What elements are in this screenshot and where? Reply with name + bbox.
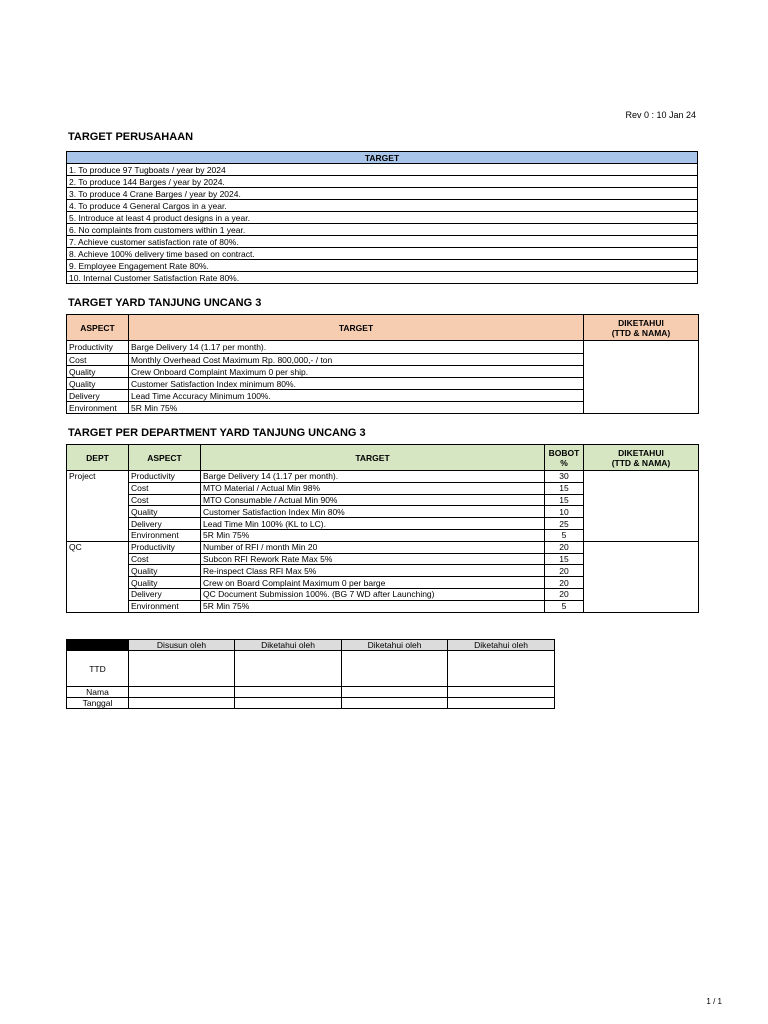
company-target-item: 2. To produce 144 Barges / year by 2024.: [67, 176, 698, 188]
dept-aspect-cell: Delivery: [129, 588, 201, 600]
dept-target-cell: Barge Delivery 14 (1.17 per month).: [201, 471, 545, 483]
yard-signature-cell[interactable]: [584, 341, 699, 414]
department-target-table: [66, 444, 699, 613]
signature-col-acknowledged-1: Diketahui oleh: [235, 640, 342, 651]
signature-table: [66, 639, 555, 709]
company-target-row: [67, 272, 698, 284]
company-target-row: [67, 176, 698, 188]
company-target-row: [67, 236, 698, 248]
yard-aspect-cell: Quality: [67, 378, 129, 390]
company-target-row: [67, 260, 698, 272]
company-target-row: [67, 200, 698, 212]
dept-diketahui-sub-label: (TTD & NAMA): [611, 457, 671, 468]
dept-target-cell: Subcon RFI Rework Rate Max 5%: [201, 553, 545, 565]
yard-aspect-cell: Cost: [67, 354, 129, 366]
page-number: 1 / 1: [706, 997, 722, 1006]
section-title-yard-target: TARGET YARD TANJUNG UNCANG 3: [68, 297, 262, 309]
dept-aspect-cell: Quality: [129, 565, 201, 577]
signature-col-acknowledged-2: Diketahui oleh: [342, 640, 448, 651]
dept-bobot-cell: 5: [545, 529, 584, 541]
dept-bobot-cell: 15: [545, 482, 584, 494]
company-target-item: 4. To produce 4 General Cargos in a year.: [67, 200, 698, 212]
company-target-table: [66, 151, 698, 284]
signature-col-prepared: Disusun oleh: [129, 640, 235, 651]
dept-bobot-cell: 20: [545, 577, 584, 589]
company-target-row: [67, 224, 698, 236]
yard-aspect-cell: Delivery: [67, 390, 129, 402]
dept-bobot-cell: 10: [545, 506, 584, 518]
dept-target-header: TARGET: [201, 445, 545, 471]
dept-aspect-cell: Cost: [129, 494, 201, 506]
yard-diketahui-header: [584, 315, 699, 341]
dept-aspect-cell: Cost: [129, 482, 201, 494]
signature-field[interactable]: [235, 651, 342, 687]
yard-target-cell: Barge Delivery 14 (1.17 per month).: [129, 341, 584, 354]
yard-target-row: [67, 341, 699, 354]
dept-bobot-header: [545, 445, 584, 471]
dept-bobot-cell: 15: [545, 553, 584, 565]
dept-diketahui-header: [584, 445, 699, 471]
signature-field[interactable]: [129, 651, 235, 687]
dept-target-cell: Number of RFI / month Min 20: [201, 541, 545, 553]
yard-target-cell: Customer Satisfaction Index minimum 80%.: [129, 378, 584, 390]
dept-target-cell: 5R Min 75%: [201, 600, 545, 612]
yard-target-cell: Crew Onboard Complaint Maximum 0 per ship.: [129, 366, 584, 378]
yard-target-cell: 5R Min 75%: [129, 402, 584, 414]
dept-target-cell: 5R Min 75%: [201, 529, 545, 541]
dept-bobot-cell: 15: [545, 494, 584, 506]
company-target-row: [67, 248, 698, 260]
company-target-row: [67, 164, 698, 176]
signature-corner-cell: [67, 640, 129, 651]
dept-aspect-header: ASPECT: [129, 445, 201, 471]
dept-bobot-cell: 20: [545, 565, 584, 577]
company-target-row: [67, 212, 698, 224]
dept-aspect-cell: Environment: [129, 529, 201, 541]
section-title-department-target: TARGET PER DEPARTMENT YARD TANJUNG UNCANG 3: [68, 427, 366, 439]
signature-row-ttd: TTD: [67, 651, 129, 687]
dept-target-cell: MTO Material / Actual Min 98%: [201, 482, 545, 494]
department-target-row: [67, 541, 699, 553]
bobot-label: BOBOT: [548, 447, 580, 458]
dept-bobot-cell: 30: [545, 471, 584, 483]
dept-target-cell: Lead Time Min 100% (KL to LC).: [201, 518, 545, 530]
company-target-header: TARGET: [67, 152, 698, 164]
company-target-item: 8. Achieve 100% delivery time based on contract.: [67, 248, 698, 260]
yard-aspect-header: ASPECT: [67, 315, 129, 341]
signature-field[interactable]: [342, 651, 448, 687]
yard-aspect-cell: Quality: [67, 366, 129, 378]
section-title-company-target: TARGET PERUSAHAAN: [68, 131, 194, 143]
dept-aspect-cell: Quality: [129, 506, 201, 518]
dept-aspect-cell: Cost: [129, 553, 201, 565]
dept-bobot-cell: 20: [545, 588, 584, 600]
yard-diketahui-sub-label: (TTD & NAMA): [611, 327, 671, 338]
company-target-item: 5. Introduce at least 4 product designs in a year.: [67, 212, 698, 224]
date-field[interactable]: [235, 698, 342, 709]
dept-aspect-cell: Environment: [129, 600, 201, 612]
dept-bobot-cell: 5: [545, 600, 584, 612]
dept-target-cell: Customer Satisfaction Index Min 80%: [201, 506, 545, 518]
name-field[interactable]: [342, 687, 448, 698]
dept-bobot-cell: 20: [545, 541, 584, 553]
company-target-item: 3. To produce 4 Crane Barges / year by 2024.: [67, 188, 698, 200]
dept-target-cell: MTO Consumable / Actual Min 90%: [201, 494, 545, 506]
dept-name-cell: QC: [67, 541, 129, 612]
yard-diketahui-label: DIKETAHUI: [618, 317, 664, 328]
dept-target-cell: Crew on Board Complaint Maximum 0 per barge: [201, 577, 545, 589]
name-field[interactable]: [448, 687, 555, 698]
dept-bobot-cell: 25: [545, 518, 584, 530]
yard-target-cell: Monthly Overhead Cost Maximum Rp. 800,000,- / ton: [129, 354, 584, 366]
yard-aspect-cell: Productivity: [67, 341, 129, 354]
name-field[interactable]: [129, 687, 235, 698]
signature-row-nama: Nama: [67, 687, 129, 698]
signature-col-acknowledged-3: Diketahui oleh: [448, 640, 555, 651]
dept-diketahui-label: DIKETAHUI: [618, 447, 664, 458]
company-target-row: [67, 188, 698, 200]
yard-target-cell: Lead Time Accuracy Minimum 100%.: [129, 390, 584, 402]
dept-signature-cell[interactable]: [584, 541, 699, 612]
signature-field[interactable]: [448, 651, 555, 687]
yard-aspect-cell: Environment: [67, 402, 129, 414]
dept-aspect-cell: Productivity: [129, 541, 201, 553]
yard-target-table: [66, 314, 699, 414]
dept-target-cell: Re-inspect Class RFI Max 5%: [201, 565, 545, 577]
dept-target-cell: QC Document Submission 100%. (BG 7 WD after Launching): [201, 588, 545, 600]
department-target-row: [67, 471, 699, 483]
yard-target-header: TARGET: [129, 315, 584, 341]
dept-header: DEPT: [67, 445, 129, 471]
revision-label: Rev 0 : 10 Jan 24: [625, 110, 696, 120]
dept-name-cell: Project: [67, 471, 129, 542]
company-target-item: 9. Employee Engagement Rate 80%.: [67, 260, 698, 272]
date-field[interactable]: [342, 698, 448, 709]
date-field[interactable]: [448, 698, 555, 709]
name-field[interactable]: [235, 687, 342, 698]
dept-aspect-cell: Delivery: [129, 518, 201, 530]
company-target-item: 7. Achieve customer satisfaction rate of 80%.: [67, 236, 698, 248]
signature-row-tanggal: Tanggal: [67, 698, 129, 709]
dept-aspect-cell: Productivity: [129, 471, 201, 483]
date-field[interactable]: [129, 698, 235, 709]
company-target-item: 1. To produce 97 Tugboats / year by 2024: [67, 164, 698, 176]
dept-aspect-cell: Quality: [129, 577, 201, 589]
bobot-unit-label: %: [560, 457, 568, 468]
dept-signature-cell[interactable]: [584, 471, 699, 542]
company-target-item: 6. No complaints from customers within 1 year.: [67, 224, 698, 236]
company-target-item: 10. Internal Customer Satisfaction Rate 80%.: [67, 272, 698, 284]
